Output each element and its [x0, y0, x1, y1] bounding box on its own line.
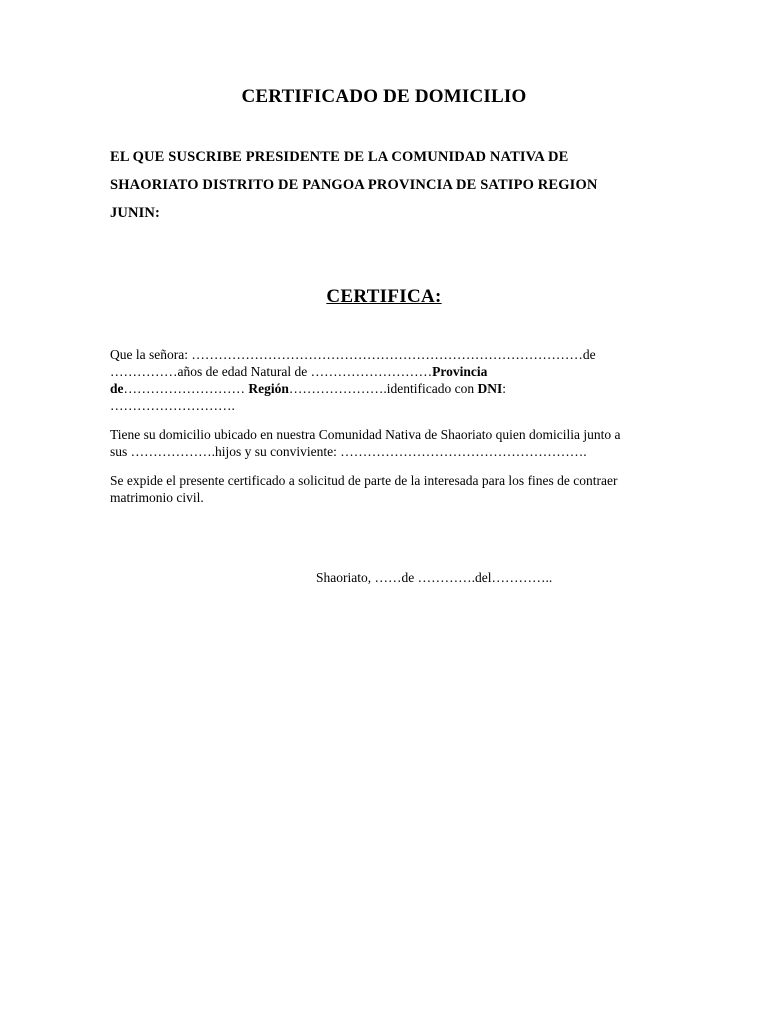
intro-line-3: JUNIN: — [110, 205, 161, 221]
p1-line-2 — [110, 363, 670, 380]
p1-line-3 — [110, 380, 670, 397]
certifica-heading: CERTIFICA: — [326, 286, 442, 307]
p3-line-2: matrimonio civil. — [110, 490, 204, 505]
p2-line-2: sus ……………….hijos y su conviviente: ………………………………………………. — [110, 444, 587, 459]
intro-line-1: EL QUE SUSCRIBE PRESIDENTE DE LA COMUNIDAD NATIVA DE — [110, 149, 569, 165]
provincia-label: Provincia — [432, 364, 488, 379]
intro-line-2: SHAORIATO DISTRITO DE PANGOA PROVINCIA DE SATIPO REGION — [110, 177, 598, 193]
intro-statement — [110, 143, 670, 227]
p3-line-1: Se expide el presente certificado a solicitud de parte de la interesada para los fines de contraer — [110, 473, 618, 488]
region-label: Región — [248, 381, 289, 396]
p1-line-1-text: Que la señora: …………………………………………………………………………… — [110, 347, 583, 362]
place-date-line: Shaoriato, ……de ………….del………….. — [316, 570, 553, 585]
p1-line-3-dots: ……………………… — [123, 381, 249, 396]
paragraph-domicile — [110, 426, 670, 460]
paragraph-purpose — [110, 472, 670, 506]
p1-line-1 — [110, 346, 670, 363]
p1-line-1-end: de — [582, 347, 596, 362]
p1-line-3-text: ………………….identificado con — [288, 381, 478, 396]
p1-line-2-text: ……………años de edad Natural de ……………………… — [110, 364, 433, 379]
document-title: CERTIFICADO DE DOMICILIO — [241, 86, 527, 107]
dni-colon: : — [502, 381, 506, 396]
de-label: de — [110, 381, 124, 396]
paragraph-person-details — [110, 346, 670, 414]
p1-line-4: ………………………. — [110, 398, 235, 413]
p2-line-1: Tiene su domicilio ubicado en nuestra Comunidad Nativa de Shaoriato quien domicilia junto a — [110, 427, 621, 442]
dni-label: DNI — [477, 381, 503, 396]
